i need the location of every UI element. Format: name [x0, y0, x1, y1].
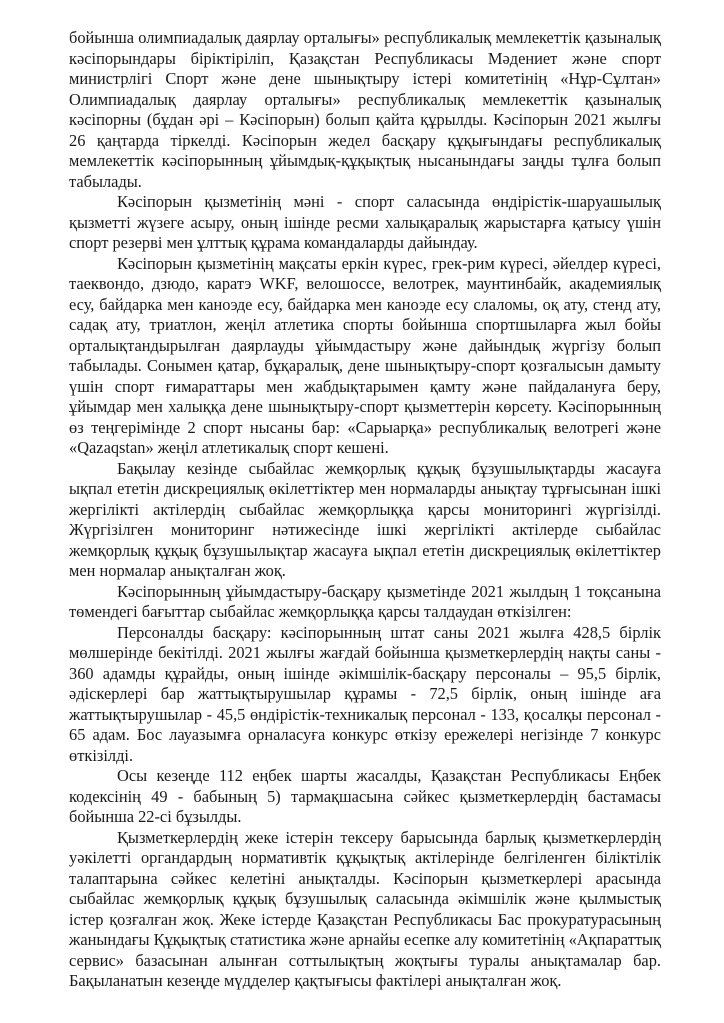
document-page [69, 28, 661, 992]
paragraph-analysis-intro: Кәсіпорынның ұйымдастыру-басқару қызметінде 2021 жылдың 1 тоқсанына төмендегі бағыттар сыбайлас жемқорлыққа қарсы талдаудан өткізілген: [69, 581, 661, 621]
paragraph-personnel-management: Персоналды басқару: кәсіпорынның штат саны 2021 жылға 428,5 бірлік мөлшерінде бекітілді. 2021 жылғы жағдай бойынша қызметкерлердің нақты саны - 360 адамды құрайды, оның ішінде әкімшілік-басқару персоналы – 95,5 бірлік, әдіскерлері бар жаттықтырушылар құрамы - 72,5 бірлік, оның ішінде аға жаттықтырушылар - 45,5 өндірістік-техникалық персонал - 133, қосалқы персонал - 65 адам. Бос лауазымға орналасуға конкурс өткізу ережелері негізінде 7 конкурс өткізілді. [69, 622, 661, 765]
paragraph-monitoring: Бақылау кезінде сыбайлас жемқорлық құқық бұзушылықтарды жасауға ықпал ететін дискрециялық өкілеттіктер мен нормаларды анықтау тұрғысынан ішкі жергілікті актілердің сыбайлас жемқорлыққа қарсы мониторингі жүргізілді. Жүргізілген мониторинг нәтижесінде ішкі жергілікті актілерде сыбайлас жемқорлық құқық бұзушылықтар жасауға ықпал ететін дискрециялық өкілеттіктер мен нормалар анықталған жоқ. [69, 458, 661, 580]
paragraph-purpose-of-activity: Кәсіпорын қызметінің мақсаты еркін күрес, грек-рим күресі, әйелдер күресі, таеквондо, дзюдо, каратэ WKF, велошоссе, велотрек, маунтинбайк, академиялық есу, байдарка мен каноэде есу, байдарка мен каноэде есу слаломы, оқ ату, стенд ату, садақ ату, триатлон, жеңіл атлетика спорты бойынша спортшыларға жыл бойы орталықтандырылған даярлауды ұйымдастыру және дайындық жүргізу болып табылады. Сонымен қатар, бұқаралық, дене шынықтыру-спорт қозғалысын дамыту үшін спорт ғимараттары мен жабдықтарымен қамту және пайдалануға беру, ұйымдар мен халыққа дене шынықтыру-спорт қызметтерін көрсету. Кәсіпорынның өз теңгерімінде 2 спорт нысаны бар: «Сарыарқа» республикалық велотрегі және «Qazaqstan» жеңіл атлетикалық спорт кешені. [69, 253, 661, 457]
paragraph-personal-files-check: Қызметкерлердің жеке істерін тексеру барысында барлық қызметкерлердің уәкілетті органдардың нормативтік құқықтық актілерінде белгіленген біліктілік талаптарына сәйкес келетіні анықталды. Кәсіпорын қызметкерлері арасында сыбайлас жемқорлық құқық бұзушылық саласында әкімшілік және қылмыстық істер қозғалған жоқ. Жеке істерде Қазақстан Республикасы Бас прокуратурасының жанындағы Құқықтық статистика және арнайы есепке алу комитетінің «Ақпараттық сервис» базасынан алынған соттылықтың жоқтығы туралы анықтамалар бар. Бақыланатын кезеңде мүдделер қақтығысы фактілері анықталған жоқ. [69, 827, 661, 990]
paragraph-subject-of-activity: Кәсіпорын қызметінің мәні - спорт саласында өндірістік-шаруашылық қызметті жүзеге асыру, оның ішінде ресми халықаралық жарыстарға қатысу үшін спорт резерві мен ұлттық құрама командаларды дайындау. [69, 192, 661, 252]
paragraph-labor-contracts: Осы кезеңде 112 еңбек шарты жасалды, Қазақстан Республикасы Еңбек кодексінің 49 - бабының 5) тармақшасына сәйкес қызметкерлердің бастамасы бойынша 22-сі бұзылды. [69, 766, 661, 826]
paragraph-continuation: бойынша олимпиадалық даярлау орталығы» республикалық мемлекеттік қазыналық кәсіпорындары біріктіріліп, Қазақстан Республикасы Мәдениет және спорт министрлігі Спорт және дене шынықтыру істері комитетінің «Нұр-Сұлтан» Олимпиадалық даярлау орталығы» республикалық мемлекеттік қазыналық кәсіпорны (бұдан әрі – Кәсіпорын) болып қайта құрылды. Кәсіпорын 2021 жылғы 26 қаңтарда тіркелді. Кәсіпорын жедел басқару құқығындағы республикалық мемлекеттік кәсіпорынның ұйымдық-құқықтық нысанындағы заңды тұлға болып табылады. [69, 28, 661, 191]
